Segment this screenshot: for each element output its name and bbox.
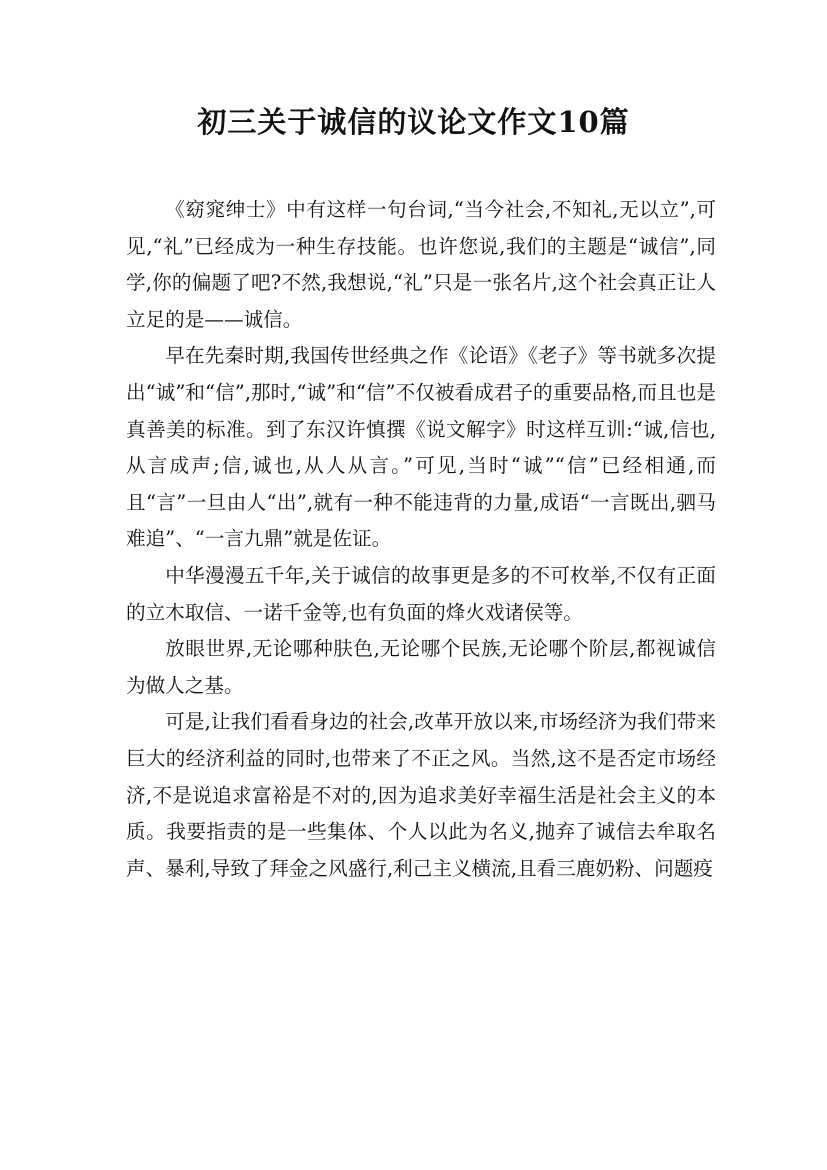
paragraph-2: 早在先秦时期,我国传世经典之作《论语》《老子》等书就多次提出“诚”和“信”,那时,“诚”和“信”不仅被看成君子的重要品格,而且也是真善美的标准。到了东汉许慎撰《说文解字》时这样互训:“诚,信也,从言成声;信,诚也,从人从言。”可见,当时“诚”“信”已经相通,而且“言”一旦由人“出”,就有一种不能违背的力量,成语“一言既出,驷马难追”、“一言九鼎”就是佐证。 — [126, 344, 716, 551]
document-title: 初三关于诚信的议论文作文10篇 — [197, 105, 630, 139]
paragraph-3: 中华漫漫五千年,关于诚信的故事更是多的不可枚举,不仅有正面的立木取信、一诺千金等,也有负面的烽火戏诸侯等。 — [126, 563, 716, 624]
paragraph-5: 可是,让我们看看身边的社会,改革开放以来,市场经济为我们带来巨大的经济利益的同时,也带来了不正之风。当然,这不是否定市场经济,不是说追求富裕是不对的,因为追求美好幸福生活是社会主义的本质。我要指责的是一些集体、个人以此为名义,抛弃了诚信去牟取名声、暴利,导致了拜金之风盛行,利己主义横流,且看三鹿奶粉、问题疫 — [126, 710, 716, 880]
paragraph-4: 放眼世界,无论哪种肤色,无论哪个民族,无论哪个阶层,都视诚信为做人之基。 — [126, 637, 716, 697]
paragraph-1: 《窈窕绅士》中有这样一句台词,“当今社会,不知礼,无以立”,可见,“礼”已经成为一种生存技能。也许您说,我们的主题是“诚信”,同学,你的偏题了吧?不然,我想说,“礼”只是一张名片,这个社会真正让人立足的是——诚信。 — [126, 198, 716, 331]
document-body — [126, 192, 716, 887]
